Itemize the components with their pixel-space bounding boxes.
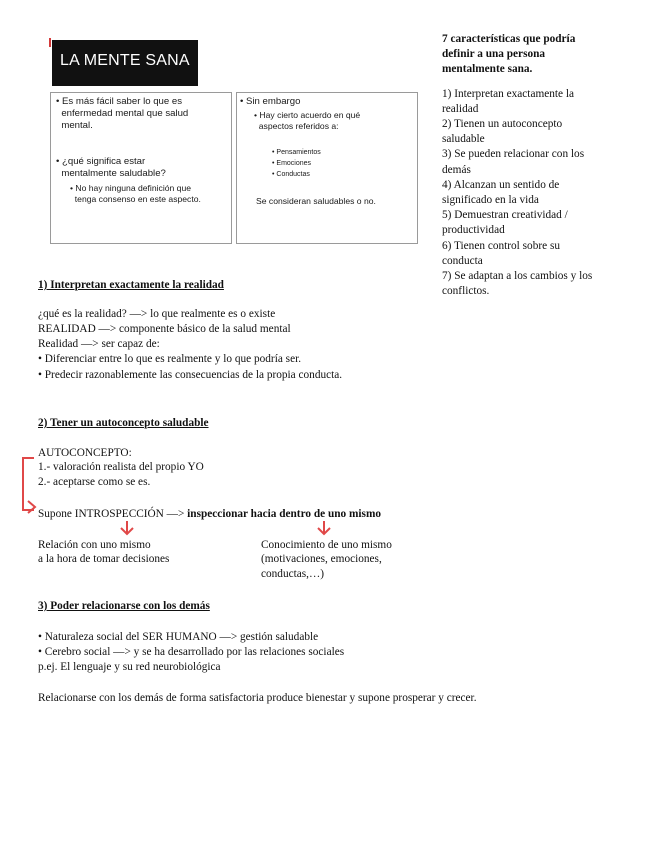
section1-line: • Diferenciar entre lo que es realmente y lo que podría ser. xyxy=(38,353,302,365)
section1-line: • Predecir razonablemente las consecuencias de la propia conducta. xyxy=(38,369,343,381)
list-item: productividad xyxy=(442,224,505,237)
slide-right-sub1b: aspectos referidos a: xyxy=(254,121,339,131)
list-item: 4) Alcanzan un sentido de xyxy=(442,178,560,191)
introspection-definition: inspeccionar hacia dentro de uno mismo xyxy=(187,508,382,520)
col-left-line: Relación con uno mismo xyxy=(38,539,151,551)
summary-list xyxy=(442,87,642,300)
section2-line: 1.- valoración realista del propio YO xyxy=(38,461,204,473)
section2-line: 2.- aceptarse como se es. xyxy=(38,476,151,488)
col-right-line: (motivaciones, emociones, xyxy=(261,553,382,565)
list-item: realidad xyxy=(442,102,479,115)
slide-left-b1: • Es más fácil saber lo que es xyxy=(56,96,183,107)
list-item: significado en la vida xyxy=(442,194,539,207)
section3-closing: Relacionarse con los demás de forma satisfactoria produce bienestar y supone prosperar y crecer. xyxy=(38,692,477,704)
summary-heading: 7 características que podría definir a una persona mentalmente sana. xyxy=(442,33,576,76)
slide-right-item: • Conductas xyxy=(272,171,310,178)
list-item: 3) Se pueden relacionar con los xyxy=(442,148,585,161)
down-arrow-icon xyxy=(316,520,332,536)
slide-left-b2subb: tenga consenso en este aspecto. xyxy=(70,194,201,204)
list-item: conducta xyxy=(442,254,483,267)
section1-line: ¿qué es la realidad? —> lo que realmente es o existe xyxy=(38,308,276,320)
slide-title: LA MENTE SANA xyxy=(60,52,190,69)
list-item: demás xyxy=(442,163,471,176)
slide-left-b1b: enfermedad mental que salud xyxy=(56,108,189,119)
section3-line: • Naturaleza social del SER HUMANO —> gestión saludable xyxy=(38,631,319,643)
introspection-line: Supone INTROSPECCIÓN —> inspeccionar hacia dentro de uno mismo xyxy=(38,508,382,520)
summary-column xyxy=(442,32,642,299)
col-right-line: Conocimiento de uno mismo xyxy=(261,539,392,551)
slide-right-b1: • Sin embargo xyxy=(240,96,301,107)
section1-heading: 1) Interpretan exactamente la realidad xyxy=(38,279,224,291)
slide-left-b2sub: • No hay ninguna definición que xyxy=(70,183,192,193)
list-item: 1) Interpretan exactamente la xyxy=(442,87,575,100)
list-item: conflictos. xyxy=(442,285,490,298)
slide-left-b1c: mental. xyxy=(56,120,93,131)
slide-right-item: • Pensamientos xyxy=(272,149,321,156)
list-item: 6) Tienen control sobre su xyxy=(442,239,560,252)
list-item: 7) Se adaptan a los cambios y los xyxy=(442,270,593,283)
slide-right-item: • Emociones xyxy=(272,160,312,167)
list-item: saludable xyxy=(442,133,485,146)
section3-line: • Cerebro social —> y se ha desarrollado por las relaciones sociales xyxy=(38,646,345,658)
slide-right-footer: Se consideran saludables o no. xyxy=(256,196,376,206)
col-right-line: conductas,…) xyxy=(261,568,325,580)
slide-left-b2: • ¿qué significa estar xyxy=(56,156,146,167)
section2-line: AUTOCONCEPTO: xyxy=(38,447,132,459)
list-item: 2) Tienen un autoconcepto xyxy=(442,118,563,131)
section1-line: REALIDAD —> componente básico de la salud mental xyxy=(38,323,291,335)
down-arrow-icon xyxy=(119,520,135,536)
section2-heading: 2) Tener un autoconcepto saludable xyxy=(38,417,209,429)
slide-right-sub1: • Hay cierto acuerdo en qué xyxy=(254,110,361,120)
section1-line: Realidad —> ser capaz de: xyxy=(38,338,160,350)
red-mark xyxy=(49,38,51,47)
section3-line: p.ej. El lenguaje y su red neurobiológica xyxy=(38,661,221,673)
slide-left-b2b: mentalmente saludable? xyxy=(56,168,166,179)
list-item: 5) Demuestran creatividad / xyxy=(442,209,568,222)
col-left-line: a la hora de tomar decisiones xyxy=(38,553,170,565)
section3-heading: 3) Poder relacionarse con los demás xyxy=(38,600,210,612)
